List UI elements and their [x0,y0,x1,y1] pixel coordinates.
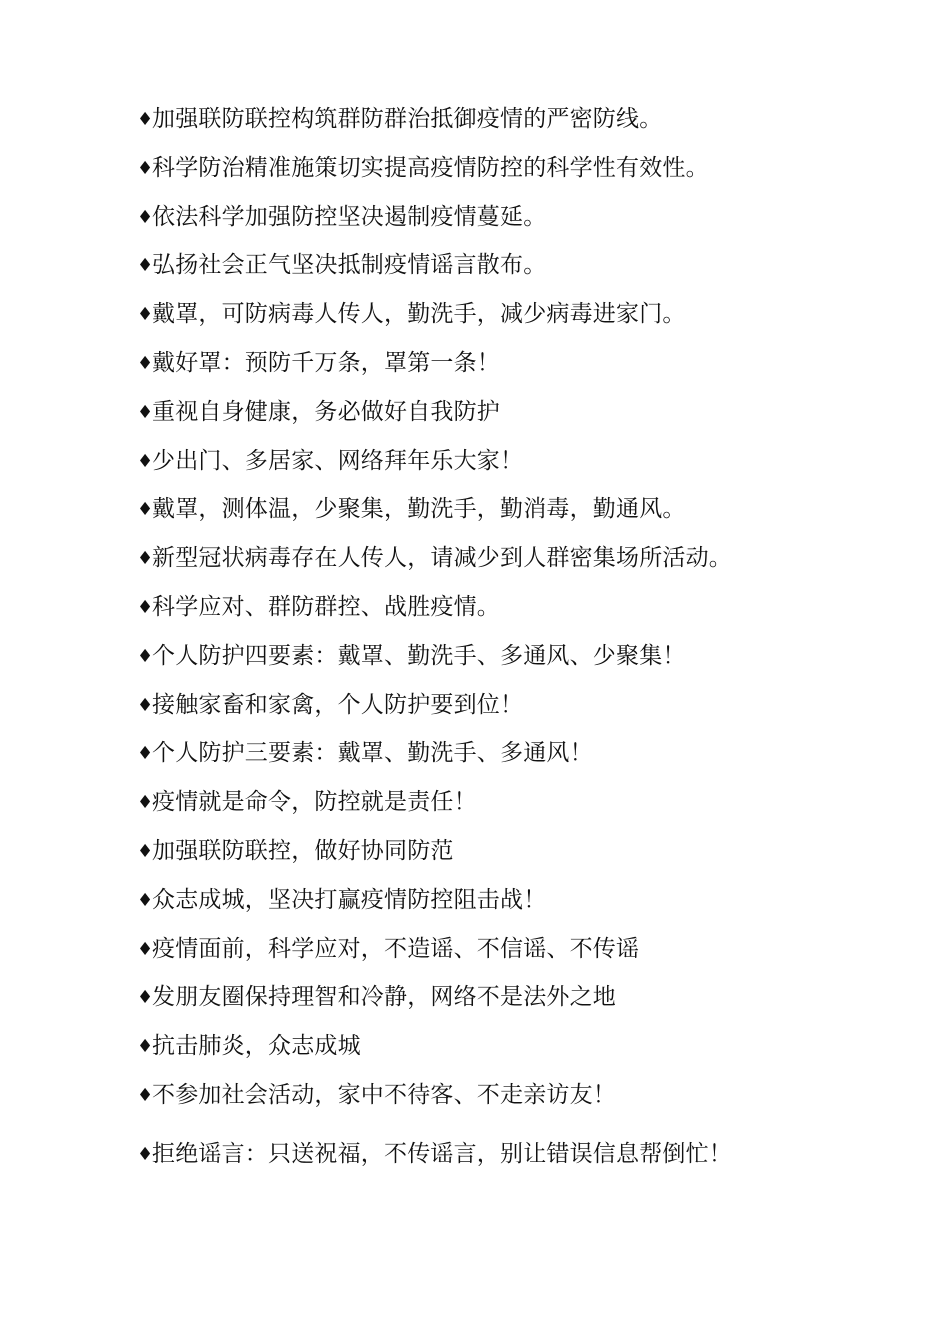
list-item [137,348,917,397]
list-item [137,153,917,202]
diamond-bullet-icon: ♦ [137,938,154,960]
diamond-bullet-icon: ♦ [137,596,154,618]
diamond-bullet-icon: ♦ [137,1036,154,1058]
slogan-text: 拒绝谣言：只送祝福，不传谣言，别让错误信息帮倒忙！ [152,1140,732,1167]
slogan-text: 疫情面前，科学应对，不造谣、不信谣、不传谣 [152,935,640,962]
slogan-text: 科学防治精准施策切实提高疫情防控的科学性有效性。 [152,154,709,181]
slogan-text: 发朋友圈保持理智和冷静，网络不是法外之地 [152,984,616,1011]
list-item [137,592,917,641]
diamond-bullet-icon: ♦ [137,694,154,716]
list-item [137,787,917,836]
slogan-text: 科学应对、群防群控、战胜疫情。 [152,593,500,620]
diamond-bullet-icon: ♦ [137,645,154,667]
slogan-text: 个人防护三要素：戴罩、勤洗手、多通风！ [152,740,593,767]
slogan-text: 依法科学加强防控坚决遏制疫情蔓延。 [152,203,547,230]
slogan-text: 抗击肺炎，众志成城 [152,1033,361,1060]
list-item [137,1031,917,1080]
list-item [137,1139,917,1188]
slogan-text: 加强联防联控构筑群防群治抵御疫情的严密防线。 [152,106,663,132]
slogan-text: 接触家畜和家禽，个人防护要到位！ [152,691,524,718]
list-item [137,836,917,885]
diamond-bullet-icon: ♦ [137,255,154,277]
diamond-bullet-icon: ♦ [137,1084,154,1106]
list-item [137,446,917,495]
diamond-bullet-icon: ♦ [137,792,154,814]
list-item [137,1080,917,1129]
diamond-bullet-icon: ♦ [137,743,154,765]
list-item [137,104,917,153]
diamond-bullet-icon: ♦ [137,352,154,374]
list-item [137,641,917,690]
list-item [137,738,917,787]
diamond-bullet-icon: ♦ [137,889,154,911]
slogan-text: 加强联防联控，做好协同防范 [152,837,454,864]
slogan-text: 疫情就是命令，防控就是责任！ [152,789,477,816]
diamond-bullet-icon: ♦ [137,840,154,862]
list-item [137,982,917,1031]
diamond-bullet-icon: ♦ [137,206,154,228]
diamond-bullet-icon: ♦ [137,401,154,423]
list-item [137,690,917,739]
diamond-bullet-icon: ♦ [137,499,154,521]
slogan-text: 戴好罩：预防千万条，罩第一条！ [152,349,500,376]
slogan-list [137,104,917,1188]
slogan-text: 众志成城，坚决打赢疫情防控阻击战！ [152,886,547,913]
diamond-bullet-icon: ♦ [137,548,154,570]
slogan-text: 少出门、多居家、网络拜年乐大家！ [152,447,524,474]
slogan-text: 重视自身健康，务必做好自我防护 [152,398,500,425]
list-item [137,934,917,983]
slogan-text: 戴罩，测体温，少聚集，勤洗手，勤消毒，勤通风。 [152,496,686,523]
list-item [137,494,917,543]
list-item [137,543,917,592]
slogan-text: 戴罩，可防病毒人传人，勤洗手，减少病毒进家门。 [152,301,686,328]
slogan-text: 个人防护四要素：戴罩、勤洗手、多通风、少聚集！ [152,642,686,669]
list-item [137,202,917,251]
slogan-text: 不参加社会活动，家中不待客、不走亲访友！ [152,1081,616,1108]
slogan-text: 弘扬社会正气坚决抵制疫情谣言散布。 [152,252,547,279]
diamond-bullet-icon: ♦ [137,304,154,326]
diamond-bullet-icon: ♦ [137,157,154,179]
list-item [137,397,917,446]
slogan-text: 新型冠状病毒存在人传人，请减少到人群密集场所活动。 [152,545,732,572]
diamond-bullet-icon: ♦ [137,109,154,130]
list-item [137,885,917,934]
diamond-bullet-icon: ♦ [137,450,154,472]
list-item [137,299,917,348]
diamond-bullet-icon: ♦ [137,1143,154,1165]
diamond-bullet-icon: ♦ [137,987,154,1009]
list-item [137,250,917,299]
